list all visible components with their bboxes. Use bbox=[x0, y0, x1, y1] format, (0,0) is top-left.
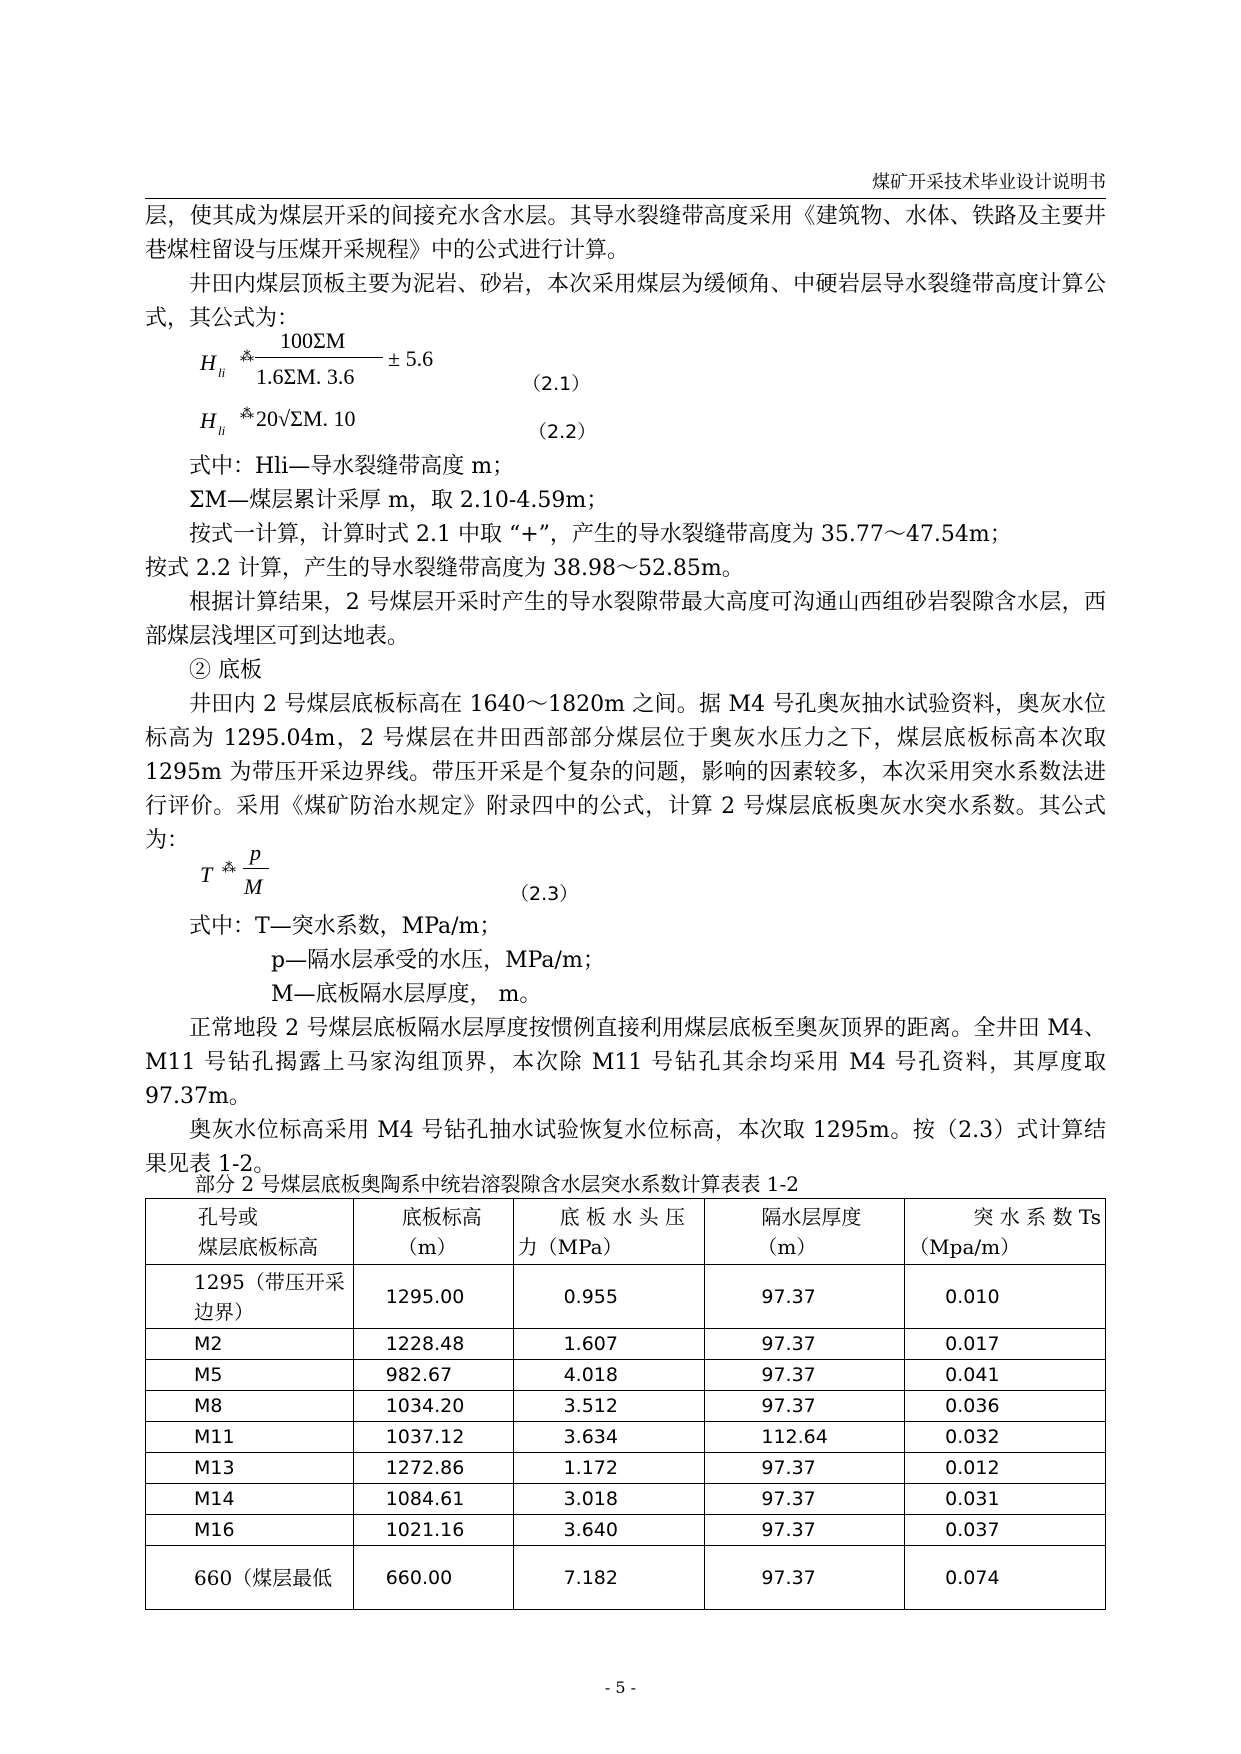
formula-subscript: li bbox=[218, 365, 226, 380]
paragraph-3a: 按式一计算，计算时式 2.1 中取 “+”，产生的导水裂缝带高度为 35.77～47.54m； bbox=[189, 522, 1012, 547]
paragraph-2: 井田内煤层顶板主要为泥岩、砂岩，本次采用煤层为缓倾角、中硬岩层导水裂缝带高度计算公式，其公式为： bbox=[145, 272, 1106, 331]
water-head-pressure: 0.955 bbox=[513, 1265, 705, 1329]
fraction-bar bbox=[243, 868, 269, 869]
inrush-coefficient: 0.031 bbox=[905, 1484, 1106, 1515]
definition-m: M—底板隔水层厚度， m。 bbox=[271, 982, 542, 1007]
row-label: M16 bbox=[146, 1515, 354, 1546]
header-cell: 突 水 系 数 Ts （Mpa/m） bbox=[905, 1199, 1106, 1265]
aquiclude-thickness: 97.37 bbox=[705, 1484, 905, 1515]
header-cell: 底 板 水 头 压 力（MPa） bbox=[513, 1199, 705, 1265]
aquiclude-thickness: 97.37 bbox=[705, 1265, 905, 1329]
paragraph-3b: 按式 2.2 计算，产生的导水裂缝带高度为 38.98～52.85m。 bbox=[145, 556, 744, 581]
floor-elevation: 1021.16 bbox=[353, 1515, 513, 1546]
page-number: - 5 - bbox=[604, 1678, 637, 1697]
aquiclude-thickness: 97.37 bbox=[705, 1453, 905, 1484]
floor-elevation: 1295.00 bbox=[353, 1265, 513, 1329]
definition-hli: 式中：Hli—导水裂缝带高度 m； bbox=[189, 454, 515, 479]
water-head-pressure: 3.634 bbox=[513, 1422, 705, 1453]
row-label: M5 bbox=[146, 1360, 354, 1391]
table-row bbox=[146, 1422, 1106, 1453]
equation-number: （2.1） bbox=[522, 373, 591, 395]
paragraph-5: 井田内 2 号煤层底板标高在 1640～1820m 之间。据 M4 号孔奥灰抽水试验资料，奥灰水位标高为 1295.04m，2 号煤层在井田西部部分煤层位于奥灰水压力之下，煤层底板标高本次取 1295m 为带压开采边界线。带压开采是个复杂的问题，影响的因素较多，本次采用突水系数法进行评价。采用《煤矿防治水规定》附录四中的公式，计算 2 号煤层底板奥灰水突水系数。其公式为： bbox=[145, 692, 1106, 853]
paragraph-7: 奥灰水位标高采用 M4 号钻孔抽水试验恢复水位标高，本次取 1295m。按（2.3）式计算结果见表 1-2。 bbox=[145, 1118, 1106, 1177]
fraction-denominator: 1.6ΣM. 3.6 bbox=[256, 364, 355, 389]
row-label: M11 bbox=[146, 1422, 354, 1453]
fraction-numerator: 100ΣM bbox=[280, 328, 346, 353]
approx-glyph: ⁂ bbox=[222, 861, 236, 876]
row-label: 1295（带压开采边界） bbox=[146, 1265, 354, 1329]
definition-p: p—隔水层承受的水压，MPa/m； bbox=[271, 948, 605, 973]
definition-sum-m: ΣM—煤层累计采厚 m，取 2.10-4.59m； bbox=[189, 488, 609, 513]
floor-elevation: 1037.12 bbox=[353, 1422, 513, 1453]
floor-elevation: 982.67 bbox=[353, 1360, 513, 1391]
aquiclude-thickness: 97.37 bbox=[705, 1329, 905, 1360]
floor-elevation: 1228.48 bbox=[353, 1329, 513, 1360]
inrush-coefficient: 0.037 bbox=[905, 1515, 1106, 1546]
aquiclude-thickness: 112.64 bbox=[705, 1422, 905, 1453]
table-row bbox=[146, 1546, 1106, 1610]
row-label: M13 bbox=[146, 1453, 354, 1484]
table-row bbox=[146, 1453, 1106, 1484]
paragraph-1: 层，使其成为煤层开采的间接充水含水层。其导水裂缝带高度采用《建筑物、水体、铁路及主要井巷煤柱留设与压煤开采规程》中的公式进行计算。 bbox=[145, 204, 1106, 263]
definition-t: 式中：T—突水系数，MPa/m； bbox=[189, 914, 502, 939]
inrush-coefficient: 0.010 bbox=[905, 1265, 1106, 1329]
formula-tail: ± 5.6 bbox=[388, 346, 434, 371]
inrush-coefficient: 0.032 bbox=[905, 1422, 1106, 1453]
aquiclude-thickness: 97.37 bbox=[705, 1515, 905, 1546]
table-row bbox=[146, 1391, 1106, 1422]
fraction-bar bbox=[255, 357, 383, 358]
inrush-coefficient: 0.036 bbox=[905, 1391, 1106, 1422]
aquiclude-thickness: 97.37 bbox=[705, 1391, 905, 1422]
row-label: 660（煤层最低 bbox=[146, 1546, 354, 1610]
paragraph-4: 根据计算结果，2 号煤层开采时产生的导水裂隙带最大高度可沟通山西组砂岩裂隙含水层，西部煤层浅埋区可到达地表。 bbox=[145, 590, 1106, 649]
header-cell: 隔水层厚度 （m） bbox=[705, 1199, 905, 1265]
formula-body: 20√ΣM. 10 bbox=[256, 406, 356, 431]
aquiclude-thickness: 97.37 bbox=[705, 1360, 905, 1391]
floor-elevation: 660.00 bbox=[353, 1546, 513, 1610]
row-label: M14 bbox=[146, 1484, 354, 1515]
table-row bbox=[146, 1360, 1106, 1391]
inrush-coefficient-table bbox=[145, 1198, 1106, 1610]
subsection-floor: ② 底板 bbox=[189, 658, 262, 683]
row-label: M8 bbox=[146, 1391, 354, 1422]
header-rule bbox=[145, 198, 1106, 199]
header-cell: 孔号或 煤层底板标高 bbox=[146, 1199, 354, 1265]
approx-glyph: ⁂ bbox=[240, 407, 254, 422]
formula-lhs: T bbox=[200, 862, 213, 887]
floor-elevation: 1084.61 bbox=[353, 1484, 513, 1515]
table-row bbox=[146, 1329, 1106, 1360]
paragraph-6: 正常地段 2 号煤层底板隔水层厚度按惯例直接利用煤层底板至奥灰顶界的距离。全井田 M4、M11 号钻孔揭露上马家沟组顶界，本次除 M11 号钻孔其余均采用 M4 号孔资料，其厚度取 97.37m。 bbox=[145, 1016, 1106, 1109]
water-head-pressure: 3.640 bbox=[513, 1515, 705, 1546]
running-header: 煤矿开采技术毕业设计说明书 bbox=[872, 172, 1106, 193]
approx-glyph: ⁂ bbox=[240, 350, 254, 365]
fraction-denominator: M bbox=[244, 874, 263, 899]
formula-lhs: H bbox=[200, 350, 216, 375]
fraction-numerator: p bbox=[250, 840, 261, 865]
header-cell: 底板标高 （m） bbox=[353, 1199, 513, 1265]
formula-subscript: li bbox=[218, 423, 226, 438]
table-row bbox=[146, 1515, 1106, 1546]
equation-number: （2.3） bbox=[510, 883, 579, 905]
formula-lhs: H bbox=[200, 408, 216, 433]
water-head-pressure: 7.182 bbox=[513, 1546, 705, 1610]
inrush-coefficient: 0.041 bbox=[905, 1360, 1106, 1391]
water-head-pressure: 1.172 bbox=[513, 1453, 705, 1484]
water-head-pressure: 4.018 bbox=[513, 1360, 705, 1391]
water-head-pressure: 1.607 bbox=[513, 1329, 705, 1360]
aquiclude-thickness: 97.37 bbox=[705, 1546, 905, 1610]
table-row bbox=[146, 1265, 1106, 1329]
row-label: M2 bbox=[146, 1329, 354, 1360]
water-head-pressure: 3.018 bbox=[513, 1484, 705, 1515]
table-header-row bbox=[146, 1199, 1106, 1265]
equation-number: （2.2） bbox=[528, 421, 597, 443]
inrush-coefficient: 0.012 bbox=[905, 1453, 1106, 1484]
water-head-pressure: 3.512 bbox=[513, 1391, 705, 1422]
table-row bbox=[146, 1484, 1106, 1515]
inrush-coefficient: 0.074 bbox=[905, 1546, 1106, 1610]
inrush-coefficient: 0.017 bbox=[905, 1329, 1106, 1360]
table-caption: 部分 2 号煤层底板奥陶系中统岩溶裂隙含水层突水系数计算表表 1-2 bbox=[195, 1172, 800, 1196]
floor-elevation: 1034.20 bbox=[353, 1391, 513, 1422]
floor-elevation: 1272.86 bbox=[353, 1453, 513, 1484]
